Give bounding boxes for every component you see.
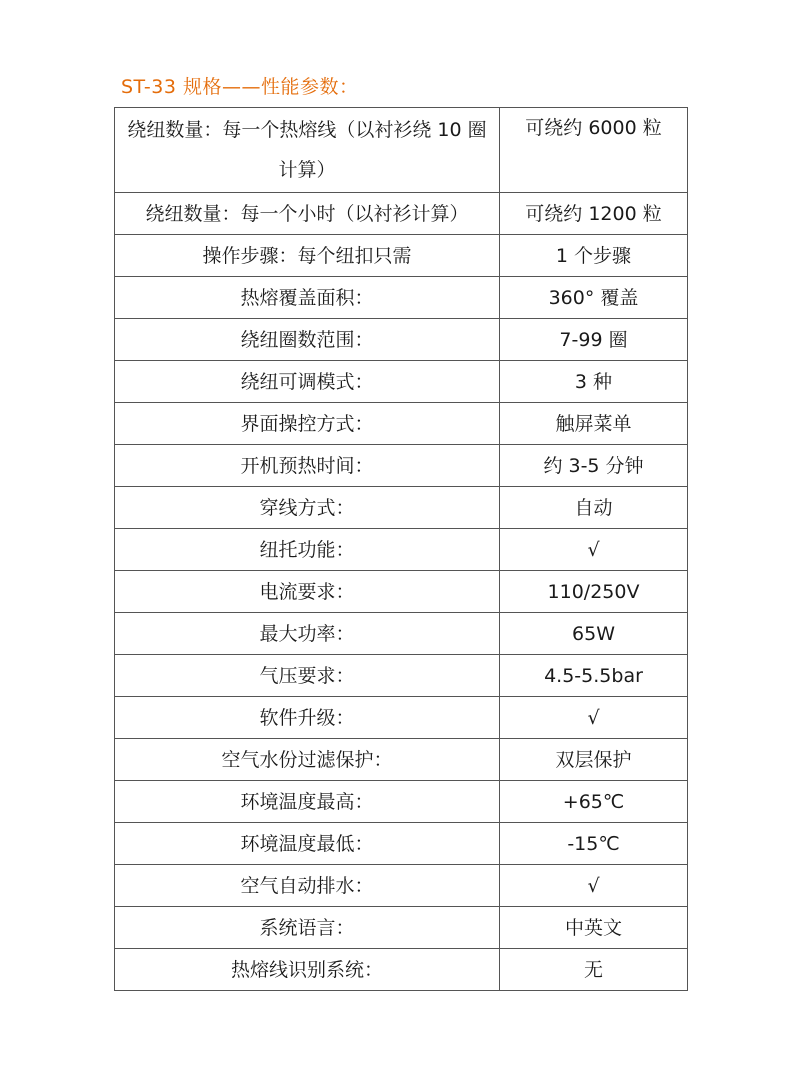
table-row	[115, 949, 688, 991]
spec-label: 气压要求：	[115, 655, 500, 697]
spec-value: -15℃	[500, 823, 688, 865]
spec-label: 操作步骤：每个纽扣只需	[115, 235, 500, 277]
spec-value: √	[500, 697, 688, 739]
table-row	[115, 487, 688, 529]
spec-value: √	[500, 865, 688, 907]
table-row	[115, 361, 688, 403]
spec-label: 环境温度最高：	[115, 781, 500, 823]
spec-label: 绕纽圈数范围：	[115, 319, 500, 361]
table-row	[115, 655, 688, 697]
table-row	[115, 697, 688, 739]
spec-value: √	[500, 529, 688, 571]
spec-value: +65℃	[500, 781, 688, 823]
table-row	[115, 108, 688, 193]
spec-label: 热熔线识别系统：	[115, 949, 500, 991]
table-row	[115, 445, 688, 487]
spec-value: 110/250V	[500, 571, 688, 613]
spec-label: 热熔覆盖面积：	[115, 277, 500, 319]
table-row	[115, 907, 688, 949]
table-row	[115, 823, 688, 865]
section-heading: ST-33 规格——性能参数：	[121, 76, 359, 98]
table-row	[115, 319, 688, 361]
spec-label: 空气水份过滤保护：	[115, 739, 500, 781]
table-row	[115, 571, 688, 613]
spec-label: 穿线方式：	[115, 487, 500, 529]
table-row	[115, 739, 688, 781]
spec-value: 360° 覆盖	[500, 277, 688, 319]
spec-label: 绕纽可调模式：	[115, 361, 500, 403]
spec-value: 自动	[500, 487, 688, 529]
table-row	[115, 277, 688, 319]
spec-label: 纽托功能：	[115, 529, 500, 571]
spec-label: 开机预热时间：	[115, 445, 500, 487]
spec-value: 可绕约 1200 粒	[500, 193, 688, 235]
spec-value: 65W	[500, 613, 688, 655]
spec-label: 最大功率：	[115, 613, 500, 655]
spec-value: 可绕约 6000 粒	[500, 108, 688, 193]
table-row	[115, 529, 688, 571]
spec-label: 空气自动排水：	[115, 865, 500, 907]
table-row	[115, 235, 688, 277]
spec-value: 1 个步骤	[500, 235, 688, 277]
spec-value: 约 3-5 分钟	[500, 445, 688, 487]
table-row	[115, 193, 688, 235]
spec-label: 界面操控方式：	[115, 403, 500, 445]
spec-label: 软件升级：	[115, 697, 500, 739]
spec-value: 触屏菜单	[500, 403, 688, 445]
table-row	[115, 865, 688, 907]
spec-value: 无	[500, 949, 688, 991]
spec-label: 系统语言：	[115, 907, 500, 949]
spec-value: 3 种	[500, 361, 688, 403]
spec-label: 绕纽数量：每一个热熔线（以衬衫绕 10 圈计算）	[115, 108, 500, 193]
spec-value: 7-99 圈	[500, 319, 688, 361]
spec-label: 绕纽数量：每一个小时（以衬衫计算）	[115, 193, 500, 235]
spec-table	[114, 107, 688, 991]
table-row	[115, 613, 688, 655]
table-row	[115, 781, 688, 823]
spec-label: 电流要求：	[115, 571, 500, 613]
table-row	[115, 403, 688, 445]
spec-value: 双层保护	[500, 739, 688, 781]
spec-label: 环境温度最低：	[115, 823, 500, 865]
spec-value: 4.5-5.5bar	[500, 655, 688, 697]
spec-value: 中英文	[500, 907, 688, 949]
